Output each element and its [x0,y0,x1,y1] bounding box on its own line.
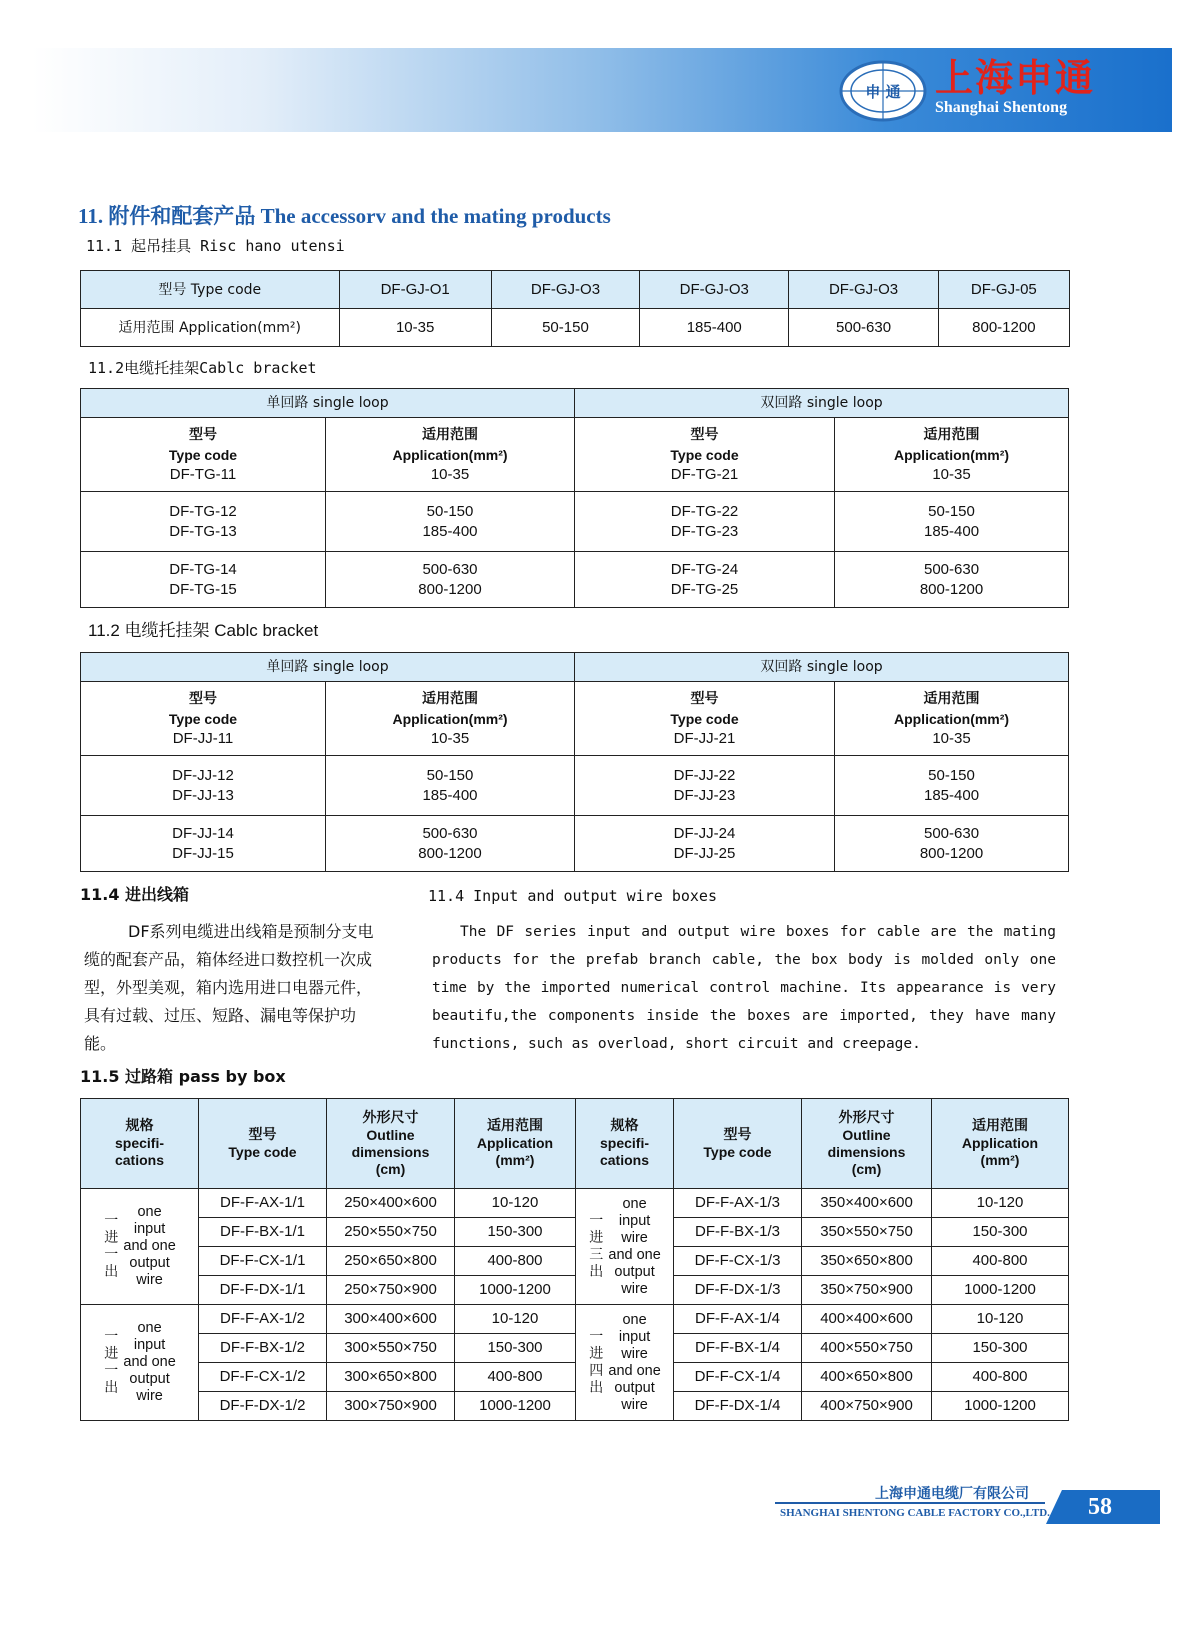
application-cell: 400-800 [455,1363,576,1392]
type-code-cell: DF-TG-25 [670,580,739,598]
spec-cell: 一 进 一 出 one input and one output wire [81,1305,199,1421]
outline-cell: 350×400×600 [802,1189,932,1218]
application-cell: 150-300 [455,1334,576,1363]
app-header-en: Application [961,1135,1039,1151]
s2-title: 11.2电缆托挂架Cablc bracket [88,359,317,377]
application-cell: 500-630 [923,560,980,578]
spec-cell: 一 进 一 出 one input and one output wire [81,1189,199,1305]
s4-body-cn [84,918,386,1058]
application-cell: 800-1200 [919,580,984,598]
brand-name-cn: 上海申通 [935,55,1096,100]
type-code-cell: DF-F-AX-1/1 [199,1189,327,1218]
outline-cell: 400×650×800 [802,1363,932,1392]
table-row [81,1189,1069,1218]
application-header-cn: 适用范围 [422,426,478,443]
s4-body-en-text: The DF series input and output wire boxes for cable are the mating products for the prefab branch cable, the box body is molded only one time by the imported numerical control machine. Its appearance is very beautifu,the components inside the boxes are imported, they have many functions, such as overload, short circuit and creepage. [432,924,1056,1052]
type-code-cell: DF-TG-21 [670,465,739,483]
app-header-en: Application [476,1135,554,1151]
type-code-cell: DF-F-AX-1/4 [674,1305,802,1334]
model-header-cn: 型号 [690,426,719,443]
app-header-cn: 适用范围 [972,1118,1028,1134]
cable-bracket-table [80,388,1069,608]
outline-cell: 350×650×800 [802,1247,932,1276]
spec-cell: 一 进 四 出 one input wire and one output wire [576,1305,674,1421]
application-label: 适用范围 Application(mm²) [81,309,340,347]
table-row [81,816,1069,872]
type-code-cell: DF-F-AX-1/2 [199,1305,327,1334]
spec-header-en: cations [114,1152,164,1168]
application-cell: 10-120 [932,1305,1069,1334]
application-cell: 185-400 [422,786,478,804]
type-code-cell: DF-TG-15 [169,580,237,598]
table-row [81,418,1069,492]
type-header-cn: 型号 [248,1126,277,1143]
application-cell: 150-300 [455,1218,576,1247]
application-cell: 185-400 [923,522,980,540]
application-cell: 1000-1200 [932,1392,1069,1421]
model-header-cn: 型号 [690,690,719,707]
spec-header-en: specifi- [599,1135,649,1151]
s4-title-cn: 11.4 进出线箱 [80,885,190,904]
application-header-cn: 适用范围 [923,690,980,707]
outline-cell: 250×400×600 [327,1189,455,1218]
outline-cell: 300×400×600 [327,1305,455,1334]
table-row [81,389,1069,418]
page-number: 58 [1088,1494,1112,1520]
type-code-cell: DF-F-CX-1/4 [674,1363,802,1392]
type-code-header: Type code [168,446,238,463]
application-header-cn: 适用范围 [422,690,478,707]
application-cell: 800-1200 [919,844,984,862]
type-code-cell: DF-GJ-05 [938,271,1069,309]
type-code-cell: DF-TG-22 [670,502,739,520]
type-code-cell: DF-TG-14 [169,560,237,578]
application-cell: 1000-1200 [932,1276,1069,1305]
outline-cell: 350×550×750 [802,1218,932,1247]
s4-title-en: 11.4 Input and output wire boxes [428,887,717,905]
application-cell: 50-150 [426,766,474,784]
s5-title: 11.5 过路箱 pass by box [80,1067,286,1086]
application-cell: 10-120 [932,1189,1069,1218]
application-cell: 10-35 [339,309,491,347]
type-code-cell: DF-F-DX-1/3 [674,1276,802,1305]
application-header-en: Application(mm²) [392,710,508,727]
type-code-cell: DF-F-BX-1/1 [199,1218,327,1247]
type-header-en: Type code [703,1143,772,1160]
application-cell: 1000-1200 [455,1392,576,1421]
type-code-header: Type code [670,710,739,727]
spec-header-en: cations [599,1152,649,1168]
type-code-cell: DF-TG-23 [670,522,739,540]
application-cell: 1000-1200 [455,1276,576,1305]
type-code-cell: DF-F-BX-1/3 [674,1218,802,1247]
application-cell: 500-630 [422,560,478,578]
table-row [81,492,1069,552]
application-cell: 500-630 [422,824,478,842]
type-code-header: Type code [168,710,238,727]
outline-cell: 300×550×750 [327,1334,455,1363]
type-code-cell: DF-F-CX-1/2 [199,1363,327,1392]
table-row [81,653,1069,682]
application-cell: 10-35 [932,465,971,483]
outline-header-en: Outline [366,1126,415,1143]
table-row [81,682,1069,756]
outline-cell: 400×550×750 [802,1334,932,1363]
lifting-hardware-table [80,270,1070,347]
table-row [81,1305,1069,1334]
type-code-cell: DF-TG-12 [169,502,237,520]
model-header-cn: 型号 [189,426,217,443]
type-code-cell: DF-JJ-25 [673,844,736,862]
outline-cell: 250×650×800 [327,1247,455,1276]
outline-header-unit: (cm) [851,1160,882,1177]
table-row [81,1276,1069,1305]
application-header-en: Application(mm²) [392,446,508,463]
outline-cell: 300×650×800 [327,1363,455,1392]
outline-cell: 400×750×900 [802,1392,932,1421]
table-row [81,1099,1069,1189]
spec-header-cn: 规格 [125,1118,154,1134]
application-cell: 10-35 [430,729,470,747]
type-code-cell: DF-JJ-12 [172,766,234,784]
pass-by-box-table [80,1098,1069,1421]
outline-cell: 300×750×900 [327,1392,455,1421]
spec-header-cn: 规格 [610,1118,639,1134]
application-cell: 50-150 [491,309,639,347]
outline-header-cn: 外形尺寸 [838,1109,895,1126]
footer-divider [775,1502,1045,1504]
s1-title: 11.1 起吊挂具 Risc hano utensi [86,237,345,255]
outline-cell: 250×750×900 [327,1276,455,1305]
s4-body-cn-text: DF系列电缆进出线箱是预制分支电缆的配套产品，箱体经进口数控机一次成型，外型美观，箱内选用进口电器元件，具有过载、过压、短路、漏电等保护功能。 [84,922,374,1053]
application-cell: 185-400 [923,786,980,804]
type-code-header: Type code [670,446,739,463]
type-code-cell: DF-F-DX-1/4 [674,1392,802,1421]
application-cell: 50-150 [426,502,474,520]
outline-cell: 250×550×750 [327,1218,455,1247]
type-code-cell: DF-JJ-23 [673,786,736,804]
type-code-cell: DF-F-DX-1/2 [199,1392,327,1421]
table-row [81,1363,1069,1392]
type-code-cell: DF-GJ-O3 [789,271,938,309]
type-code-cell: DF-TG-24 [670,560,739,578]
model-header-cn: 型号 [189,690,217,707]
outline-header-en: dimensions [351,1143,430,1160]
double-loop-header: 双回路 single loop [575,653,1069,682]
outline-header-cn: 外形尺寸 [362,1109,419,1126]
logo-text: 申 通 [865,83,901,101]
single-loop-header: 单回路 single loop [81,389,575,418]
type-code-cell: DF-GJ-O3 [491,271,639,309]
application-cell: 400-800 [455,1247,576,1276]
outline-header-unit: (cm) [375,1160,406,1177]
type-code-cell: DF-JJ-13 [172,786,234,804]
footer-company-en: SHANGHAI SHENTONG CABLE FACTORY CO.,LTD. [780,1507,1050,1519]
outline-cell: 400×400×600 [802,1305,932,1334]
table-row [81,552,1069,608]
type-code-cell: DF-GJ-O3 [640,271,789,309]
s4-body-en [432,918,1056,1058]
type-code-cell: DF-TG-13 [169,522,237,540]
application-cell: 800-1200 [418,580,482,598]
application-cell: 185-400 [640,309,789,347]
application-cell: 800-1200 [418,844,482,862]
application-cell: 400-800 [932,1363,1069,1392]
type-code-cell: DF-GJ-O1 [339,271,491,309]
cable-bracket-table-2 [80,652,1069,872]
type-code-cell: DF-JJ-24 [673,824,736,842]
double-loop-header: 双回路 single loop [575,389,1069,418]
application-cell: 50-150 [928,502,975,520]
table-row [81,309,1070,347]
type-code-cell: DF-F-CX-1/3 [674,1247,802,1276]
application-cell: 50-150 [928,766,975,784]
type-code-label: 型号 Type code [81,271,340,309]
table-row [81,756,1069,816]
type-code-cell: DF-TG-11 [169,465,237,483]
type-code-cell: DF-F-CX-1/1 [199,1247,327,1276]
type-code-cell: DF-JJ-22 [673,766,736,784]
brand-name-en: Shanghai Shentong [935,99,1068,116]
application-header-en: Application(mm²) [893,710,1010,727]
type-code-cell: DF-JJ-14 [172,824,234,842]
outline-header-en: Outline [842,1126,891,1143]
spec-header-en: specifi- [114,1135,164,1151]
type-header-cn: 型号 [723,1126,752,1143]
type-code-cell: DF-F-BX-1/2 [199,1334,327,1363]
section-title: 11. 附件和配套产品 The accessorv and the mating products [78,204,611,228]
application-cell: 800-1200 [938,309,1069,347]
type-code-cell: DF-JJ-15 [172,844,234,862]
application-cell: 500-630 [789,309,938,347]
application-cell: 185-400 [422,522,478,540]
app-header-unit: (mm²) [980,1152,1020,1168]
s3-title: 11.2 电缆托挂架 Cablc bracket [88,621,319,640]
type-code-cell: DF-JJ-21 [673,729,736,747]
outline-header-en: dimensions [827,1143,906,1160]
spec-cell: 一 进 三 出 one input wire and one output wire [576,1189,674,1305]
type-code-cell: DF-F-AX-1/3 [674,1189,802,1218]
type-code-cell: DF-JJ-11 [172,729,234,747]
application-cell: 400-800 [932,1247,1069,1276]
footer-company-cn: 上海申通电缆厂有限公司 [875,1486,1029,1502]
outline-cell: 350×750×900 [802,1276,932,1305]
application-cell: 10-35 [932,729,971,747]
table-row [81,271,1070,309]
app-header-unit: (mm²) [495,1152,535,1168]
app-header-cn: 适用范围 [487,1118,543,1134]
type-code-cell: DF-F-BX-1/4 [674,1334,802,1363]
type-header-en: Type code [228,1143,297,1160]
table-row [81,1334,1069,1363]
table-row [81,1218,1069,1247]
application-cell: 500-630 [923,824,980,842]
table-row [81,1247,1069,1276]
application-cell: 10-120 [455,1305,576,1334]
single-loop-header: 单回路 single loop [81,653,575,682]
table-row [81,1392,1069,1421]
application-header-cn: 适用范围 [923,426,980,443]
application-header-en: Application(mm²) [893,446,1010,463]
application-cell: 150-300 [932,1334,1069,1363]
application-cell: 150-300 [932,1218,1069,1247]
globe-logo-icon [838,60,928,122]
type-code-cell: DF-F-DX-1/1 [199,1276,327,1305]
application-cell: 10-35 [430,465,470,483]
application-cell: 10-120 [455,1189,576,1218]
